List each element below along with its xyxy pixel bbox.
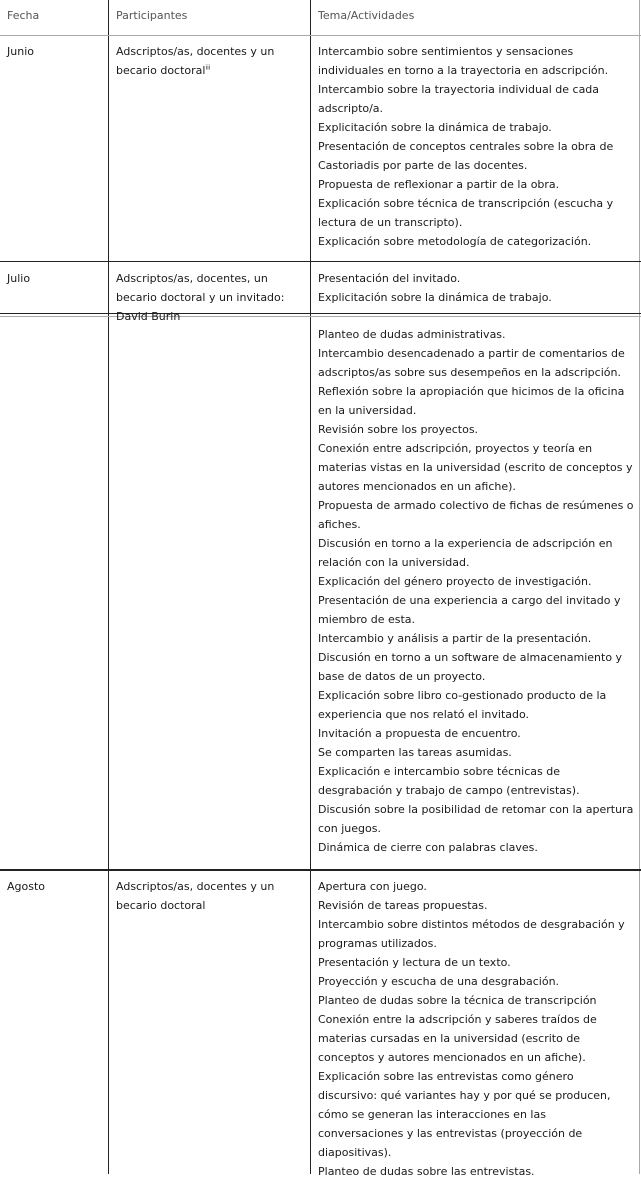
activity-item: Reflexión sobre la apropiación que hicimos de la oficina en la universidad. [318, 385, 625, 417]
row-agosto-participantes: Adscriptos/as, docentes y un becario doctoral [116, 880, 275, 912]
activity-item: Explicación sobre libro co-gestionado producto de la experiencia que nos relató el invitado. [318, 689, 607, 721]
activity-item: Invitación a propuesta de encuentro. [318, 727, 521, 740]
activity-item: Intercambio desencadenado a partir de comentarios de adscriptos/as sobre sus desempeños en la adscripción. [318, 347, 625, 379]
row-junio-participantes: Adscriptos/as, docentes y un becario doctoral$^{iii}$ [116, 45, 275, 77]
activity-item: Revisión de tareas propuestas. [318, 899, 488, 912]
activity-item: Presentación de conceptos centrales sobre la obra de Castoriadis por parte de las docentes. [318, 140, 614, 172]
activity-item: Explicación sobre metodología de categorización. [318, 235, 592, 248]
activity-item: Conexión entre la adscripción y saberes traídos de materias cursadas en la universidad (escrito de conceptos y autores mencionados en un afiche). [318, 1013, 597, 1064]
activity-item: Explicación del género proyecto de investigación. [318, 575, 592, 588]
activity-item: Presentación de una experiencia a cargo del invitado y miembro de esta. [318, 594, 621, 626]
row-divider [0, 313, 641, 314]
activity-item: Proyección y escucha de una desgrabación. [318, 975, 560, 988]
row-junio-fecha: Junio [7, 45, 34, 58]
header-tema: Tema/Actividades [318, 9, 415, 22]
activity-item: Explicación e intercambio sobre técnicas de desgrabación y trabajo de campo (entrevistas). [318, 765, 580, 797]
row-continuation-actividades [318, 325, 634, 857]
activity-item: Apertura con juego. [318, 880, 427, 893]
activity-item: Conexión entre adscripción, proyectos y teoría en materias vistas en la universidad (escrito de conceptos y autores mencionados en un afiche). [318, 442, 633, 493]
activity-item: Discusión en torno a un software de almacenamiento y base de datos de un proyecto. [318, 651, 623, 683]
row-junio-actividades [318, 42, 634, 251]
activity-item: Presentación del invitado. [318, 272, 461, 285]
activity-item: Revisión sobre los proyectos. [318, 423, 479, 436]
row-agosto-fecha: Agosto [7, 880, 46, 893]
activity-item: Explicación sobre las entrevistas como género discursivo: qué variantes hay y por qué se producen, cómo se generan las interacciones en las conversaciones y las entrevistas (proyección de diapositivas). [318, 1070, 611, 1159]
row-divider [0, 261, 641, 262]
row-julio-fecha: Julio [7, 272, 31, 285]
activity-item: Se comparten las tareas asumidas. [318, 746, 512, 759]
table-right-border [639, 0, 640, 1174]
activity-item: Dinámica de cierre con palabras claves. [318, 841, 538, 854]
activity-item: Planteo de dudas administrativas. [318, 328, 506, 341]
row-agosto-actividades [318, 877, 634, 1181]
activity-item: Intercambio sobre distintos métodos de desgrabación y programas utilizados. [318, 918, 625, 950]
activity-item: Discusión sobre la posibilidad de retomar con la apertura con juegos. [318, 803, 634, 835]
column-divider [108, 0, 109, 1174]
header-fecha: Fecha [7, 9, 40, 22]
row-divider [0, 316, 641, 317]
activity-item: Explicitación sobre la dinámica de trabajo. [318, 291, 552, 304]
activity-item: Explicación sobre técnica de transcripción (escucha y lectura de un transcripto). [318, 197, 614, 229]
activity-item: Intercambio sobre la trayectoria individual de cada adscripto/a. [318, 83, 600, 115]
activity-item: Planteo de dudas sobre las entrevistas. [318, 1165, 535, 1178]
activity-item: Presentación y lectura de un texto. [318, 956, 511, 969]
activity-item: Propuesta de armado colectivo de fichas de resúmenes o afiches. [318, 499, 634, 531]
activity-item: Explicitación sobre la dinámica de trabajo. [318, 121, 552, 134]
row-julio-participantes: Adscriptos/as, docentes, un becario doctoral y un invitado: David Burin [116, 272, 285, 323]
column-divider [310, 0, 311, 1174]
activity-item: Intercambio y análisis a partir de la presentación. [318, 632, 592, 645]
header-participantes: Participantes [116, 9, 188, 22]
row-divider [0, 869, 641, 871]
activity-item: Propuesta de reflexionar a partir de la obra. [318, 178, 560, 191]
activity-item: Planteo de dudas sobre la técnica de transcripción [318, 994, 597, 1007]
header-bottom-border [0, 35, 641, 36]
activity-item: Discusión en torno a la experiencia de adscripción en relación con la universidad. [318, 537, 613, 569]
activity-item: Intercambio sobre sentimientos y sensaciones individuales en torno a la trayectoria en adscripción. [318, 45, 609, 77]
row-julio-actividades [318, 269, 634, 307]
